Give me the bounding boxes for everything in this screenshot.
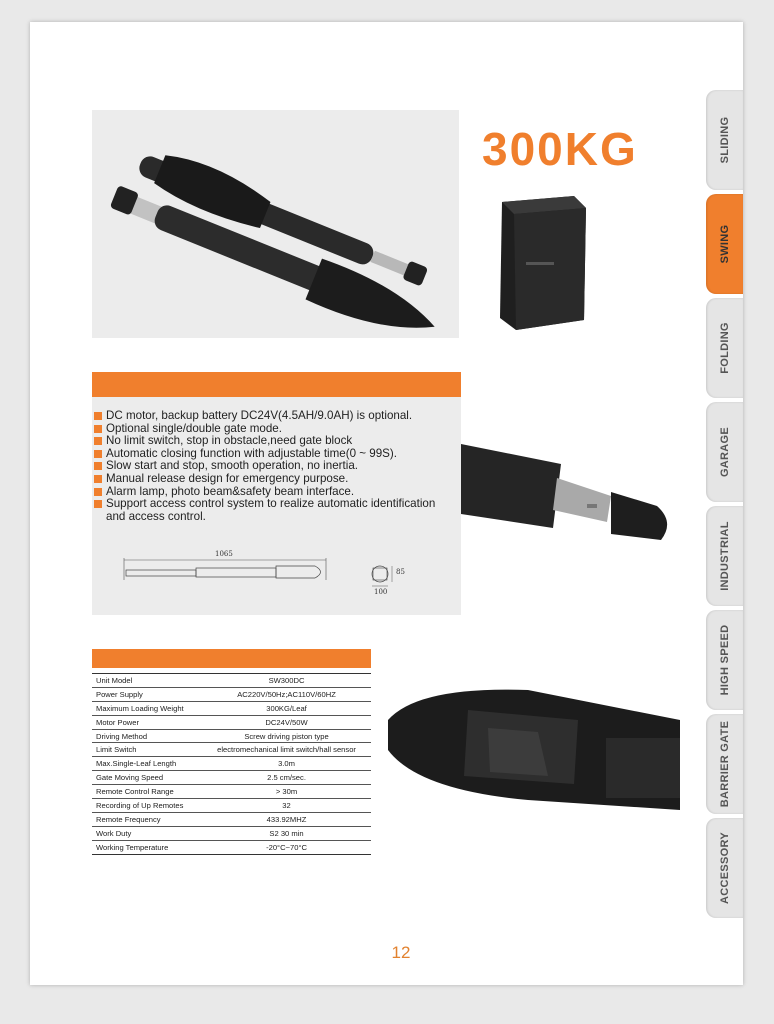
spec-value: DC24V/50W [265, 717, 308, 727]
table-row [92, 771, 371, 785]
tab-label: BARRIER GATE [718, 720, 731, 808]
table-row [92, 826, 371, 840]
tab-high-speed[interactable] [706, 610, 743, 710]
tab-garage[interactable] [706, 402, 743, 502]
weight-title: 300KG [482, 123, 638, 175]
table-row [92, 743, 371, 757]
features-panel [92, 372, 461, 615]
tab-sliding[interactable] [706, 90, 743, 190]
spec-value: 2.5 cm/sec. [267, 773, 306, 783]
feature-item: DC motor, backup battery DC24V(4.5AH/9.0AH) is optional. [93, 410, 457, 423]
tab-label: GARAGE [718, 426, 731, 478]
spec-label: Power Supply [96, 689, 143, 699]
feature-item: Optional single/double gate mode. [93, 423, 457, 436]
spec-value: 300KG/Leaf [266, 703, 307, 713]
table-row [92, 729, 371, 743]
table-row [92, 674, 371, 688]
table-row [92, 687, 371, 701]
spec-label: Unit Model [96, 675, 133, 685]
spec-value: 32 [282, 800, 291, 810]
feature-item: Automatic closing function with adjustable time(0 ~ 99S). [93, 448, 457, 461]
feature-item: Alarm lamp, photo beam&safety beam interface. [93, 486, 457, 499]
tab-folding[interactable] [706, 298, 743, 398]
feature-item: Slow start and stop, smooth operation, no inertia. [93, 460, 457, 473]
drawing-length-label: 1065 [215, 550, 233, 558]
spec-value: > 30m [275, 787, 298, 797]
feature-item: No limit switch, stop in obstacle,need gate block [93, 435, 457, 448]
spec-label: Driving Method [96, 731, 148, 741]
table-row [92, 715, 371, 729]
spec-value: 433.92MHZ [266, 814, 307, 824]
tab-label: INDUSTRIAL [718, 521, 731, 591]
spec-value: S2 30 min [269, 828, 304, 838]
spec-label: Limit Switch [96, 745, 137, 755]
tab-label: ACCESSORY [718, 832, 731, 904]
spec-value: SW300DC [268, 675, 305, 685]
feature-item: Support access control system to realize automatic identification and access control. [93, 498, 457, 523]
table-row [92, 840, 371, 854]
spec-label: Working Temperature [96, 842, 169, 852]
actuator-closeup-piston [461, 418, 679, 556]
drawing-height-label: 85 [396, 568, 405, 576]
tab-swing[interactable] [706, 194, 743, 294]
feature-item: Manual release design for emergency purpose. [93, 473, 457, 486]
features-header-bar [92, 372, 461, 397]
table-row [92, 757, 371, 771]
page-number: 12 [391, 943, 411, 962]
table-row [92, 799, 371, 813]
specs-header-bar [92, 649, 371, 668]
spec-label: Maximum Loading Weight [96, 703, 184, 713]
tab-label: FOLDING [718, 322, 731, 374]
table-row [92, 812, 371, 826]
spec-label: Motor Power [96, 717, 140, 727]
spec-label: Work Duty [96, 828, 132, 838]
spec-label: Max.Single-Leaf Length [96, 759, 177, 769]
feature-list [93, 410, 457, 523]
spec-value: 3.0m [278, 759, 295, 769]
actuator-closeup-release [378, 680, 680, 850]
spec-table [92, 673, 371, 855]
table-row [92, 701, 371, 715]
tab-accessory[interactable] [706, 818, 743, 918]
table-row [92, 785, 371, 799]
spec-value: AC220V/50Hz;AC110V/60HZ [237, 689, 336, 699]
dimension-drawing [120, 544, 420, 604]
tab-barrier-gate[interactable] [706, 714, 743, 814]
spec-value: -20°C~70°C [266, 842, 307, 852]
product-image-openers [92, 110, 459, 338]
tab-label: SWING [718, 224, 731, 264]
tab-label: HIGH SPEED [718, 624, 731, 696]
spec-value: electromechanical limit switch/hall sensor [217, 745, 356, 755]
tab-industrial[interactable] [706, 506, 743, 606]
control-box-image [496, 192, 588, 332]
spec-label: Remote Frequency [96, 814, 161, 824]
spec-label: Recording of Up Remotes [96, 800, 184, 810]
tab-label: SLIDING [718, 116, 731, 164]
drawing-width-label: 100 [374, 588, 388, 596]
spec-label: Remote Control Range [96, 787, 174, 797]
spec-value: Screw driving piston type [244, 731, 329, 741]
spec-label: Gate Moving Speed [96, 773, 164, 783]
